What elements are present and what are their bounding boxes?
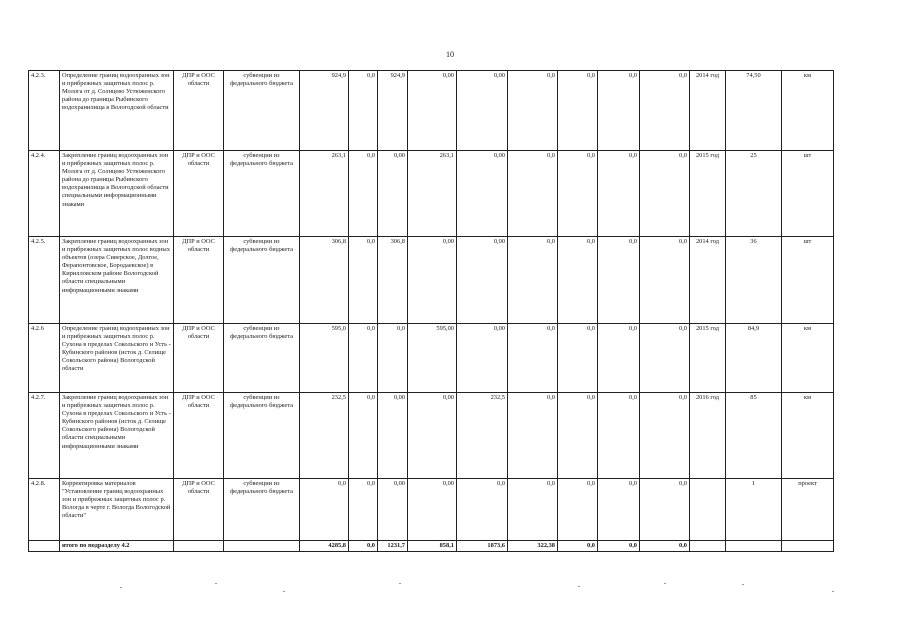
measure-name-cell: Закрепление границ водоохранных зон и прибрежных защитных полос р. Молога от д. Солнцево Устюженского района до границы Рыбинского водохранилища в Вологодской области специальными информационными знаками <box>60 151 174 237</box>
amount-cell: 0,0 <box>640 479 690 541</box>
scan-speck <box>399 583 401 584</box>
table-row <box>29 324 834 393</box>
amount-cell: 0,00 <box>408 237 457 324</box>
table-row <box>29 479 834 541</box>
amount-cell: 924,9 <box>300 71 349 151</box>
amount-cell: 0,0 <box>349 237 378 324</box>
executor-cell: ДПР и ООС области <box>174 151 224 237</box>
unit-cell: км <box>782 393 834 479</box>
amount-cell: 0,0 <box>378 324 408 393</box>
unit-cell: шт <box>782 237 834 324</box>
funding-source-cell: субвенции из федерального бюджета <box>224 324 300 393</box>
amount-cell: 0,00 <box>457 151 508 237</box>
quantity-cell: 1 <box>726 479 782 541</box>
amount-cell: 0,00 <box>378 393 408 479</box>
scan-speck <box>742 584 744 585</box>
unit-cell: км <box>782 324 834 393</box>
measure-name-cell: Закрепление границ водоохранных зон и прибрежных защитных полос водных объектов (озера Сиверское, Долгое, Ферапонтовское, Бородаевское) в Кирилловском районе Вологодской области специальными информационными знаками <box>60 237 174 324</box>
amount-cell: 0,00 <box>457 71 508 151</box>
year-cell <box>690 479 726 541</box>
amount-cell: 232,5 <box>300 393 349 479</box>
amount-cell: 595,0 <box>300 324 349 393</box>
amount-cell: 263,1 <box>408 151 457 237</box>
funding-source-cell: субвенции из федерального бюджета <box>224 151 300 237</box>
page-number: 10 <box>446 50 454 59</box>
amount-cell: 0,00 <box>457 324 508 393</box>
total-empty-cell <box>29 541 60 552</box>
year-cell: 2014 год <box>690 71 726 151</box>
total-empty-cell <box>690 541 726 552</box>
total-row <box>29 541 834 552</box>
amount-cell: 0,0 <box>558 151 598 237</box>
total-amount-cell: 1231,7 <box>378 541 408 552</box>
funding-source-cell: субвенции из федерального бюджета <box>224 393 300 479</box>
funding-source-cell: субвенции из федерального бюджета <box>224 479 300 541</box>
measure-name-cell: Определение границ водоохранных зон и прибрежных защитных полос р. Сухона в пределах Сокольского и Усть - Кубинского районов (исток д. Селище Сокольского района) Вологодской области <box>60 324 174 393</box>
executor-cell: ДПР и ООС области <box>174 237 224 324</box>
total-amount-cell: 0,0 <box>598 541 640 552</box>
measure-number-cell: 4.2.4. <box>29 151 60 237</box>
measure-name-cell: Корректировка материалов "Установление границ водоохранных зон и прибрежных защитных полос р. Вологда в черте г. Вологда Вологодской области" <box>60 479 174 541</box>
unit-cell: шт <box>782 151 834 237</box>
amount-cell: 0,00 <box>378 151 408 237</box>
amount-cell: 0,0 <box>558 237 598 324</box>
measure-number-cell: 4.2.7. <box>29 393 60 479</box>
amount-cell: 0,0 <box>508 479 558 541</box>
total-amount-cell: 0,0 <box>558 541 598 552</box>
total-amount-cell: 1873,6 <box>457 541 508 552</box>
amount-cell: 0,0 <box>598 324 640 393</box>
amount-cell: 0,00 <box>457 237 508 324</box>
amount-cell: 0,0 <box>300 479 349 541</box>
amount-cell: 0,00 <box>408 71 457 151</box>
program-measures-table <box>28 70 834 552</box>
executor-cell: ДПР и ООС области <box>174 324 224 393</box>
total-amount-cell: 322,38 <box>508 541 558 552</box>
amount-cell: 0,0 <box>508 151 558 237</box>
amount-cell: 924,9 <box>378 71 408 151</box>
quantity-cell: 25 <box>726 151 782 237</box>
amount-cell: 0,0 <box>508 324 558 393</box>
amount-cell: 306,8 <box>378 237 408 324</box>
year-cell: 2016 год <box>690 393 726 479</box>
total-amount-cell: 0,0 <box>349 541 378 552</box>
quantity-cell: 85 <box>726 393 782 479</box>
measure-name-cell: Закрепление границ водоохранных зон и прибрежных защитных полос р. Сухона в пределах Сокольского и Усть - Кубинского районов (исток д. Селище Сокольского района) Вологодской области специальными информационными знаками <box>60 393 174 479</box>
scan-speck <box>664 583 666 584</box>
table-row <box>29 71 834 151</box>
year-cell: 2014 год <box>690 237 726 324</box>
measure-number-cell: 4.2.6 <box>29 324 60 393</box>
amount-cell: 0,0 <box>508 237 558 324</box>
total-amount-cell: 0,0 <box>640 541 690 552</box>
unit-cell: км <box>782 71 834 151</box>
total-amount-cell: 4285,8 <box>300 541 349 552</box>
amount-cell: 0,0 <box>558 479 598 541</box>
amount-cell: 0,0 <box>349 151 378 237</box>
year-cell: 2015 год <box>690 151 726 237</box>
amount-cell: 0,0 <box>349 324 378 393</box>
measure-number-cell: 4.2.8. <box>29 479 60 541</box>
funding-source-cell: субвенции из федерального бюджета <box>224 237 300 324</box>
executor-cell: ДПР и ООС области <box>174 393 224 479</box>
amount-cell: 0,0 <box>349 393 378 479</box>
amount-cell: 0,0 <box>640 151 690 237</box>
amount-cell: 263,1 <box>300 151 349 237</box>
total-empty-cell <box>174 541 224 552</box>
quantity-cell: 84,9 <box>726 324 782 393</box>
scan-speck <box>283 591 285 592</box>
measure-name-cell: Определение границ водоохранных зон и прибрежных защитных полос р. Молога от д. Солнцево Устюженского района до границы Рыбинского водохранилища в Вологодской области <box>60 71 174 151</box>
total-empty-cell <box>224 541 300 552</box>
amount-cell: 232,5 <box>457 393 508 479</box>
amount-cell: 0,0 <box>598 237 640 324</box>
year-cell: 2015 год <box>690 324 726 393</box>
amount-cell: 595,00 <box>408 324 457 393</box>
total-empty-cell <box>782 541 834 552</box>
total-empty-cell <box>726 541 782 552</box>
scan-speck <box>832 591 834 592</box>
table-row <box>29 393 834 479</box>
unit-cell: проект <box>782 479 834 541</box>
amount-cell: 0,0 <box>640 71 690 151</box>
quantity-cell: 36 <box>726 237 782 324</box>
amount-cell: 0,0 <box>598 479 640 541</box>
amount-cell: 0,0 <box>640 393 690 479</box>
table-row <box>29 151 834 237</box>
amount-cell: 0,0 <box>349 71 378 151</box>
measure-number-cell: 4.2.3. <box>29 71 60 151</box>
amount-cell: 0,0 <box>457 479 508 541</box>
amount-cell: 0,0 <box>598 393 640 479</box>
amount-cell: 0,0 <box>640 324 690 393</box>
amount-cell: 0,0 <box>508 393 558 479</box>
amount-cell: 0,0 <box>558 71 598 151</box>
executor-cell: ДПР и ООС области <box>174 479 224 541</box>
amount-cell: 0,0 <box>349 479 378 541</box>
amount-cell: 0,00 <box>408 393 457 479</box>
scan-speck <box>120 587 122 588</box>
amount-cell: 0,00 <box>378 479 408 541</box>
executor-cell: ДПР и ООС области <box>174 71 224 151</box>
total-label-cell: итого по подразделу 4.2 <box>60 541 174 552</box>
quantity-cell: 74,50 <box>726 71 782 151</box>
amount-cell: 0,0 <box>558 324 598 393</box>
amount-cell: 0,00 <box>408 479 457 541</box>
amount-cell: 0,0 <box>508 71 558 151</box>
scan-speck <box>215 583 217 584</box>
amount-cell: 0,0 <box>640 237 690 324</box>
funding-source-cell: субвенции из федерального бюджета <box>224 71 300 151</box>
total-amount-cell: 858,1 <box>408 541 457 552</box>
amount-cell: 0,0 <box>558 393 598 479</box>
amount-cell: 0,0 <box>598 71 640 151</box>
table-row <box>29 237 834 324</box>
scan-speck <box>578 586 580 587</box>
amount-cell: 306,8 <box>300 237 349 324</box>
amount-cell: 0,0 <box>598 151 640 237</box>
measure-number-cell: 4.2.5. <box>29 237 60 324</box>
